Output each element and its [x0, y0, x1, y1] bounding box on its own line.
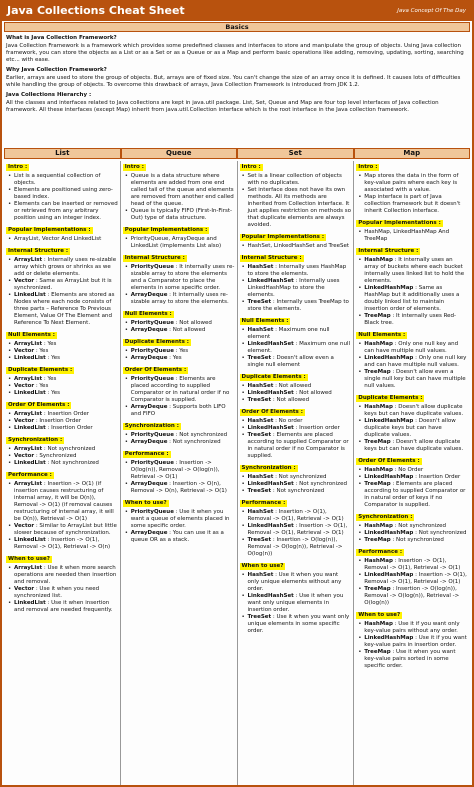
class-name: ArrayList [14, 411, 43, 417]
list-item: • LinkedList : Use it when insertion and removal are needed frequently. [7, 600, 118, 614]
list-item: • ArrayDeque : Insertion -> O(n), Removal -> O(n), Retrieval -> O(1) [124, 481, 235, 495]
list-item: • LinkedHashSet : Not allowed [241, 390, 352, 397]
section-heading: Intro : [8, 164, 28, 170]
bullet-list [124, 320, 235, 334]
title-bar [2, 2, 472, 21]
list-item: • ArrayDeque : You can use it as a queue OR as a stack. [124, 530, 235, 544]
section-heading: Null Elements : [358, 332, 406, 338]
columns [4, 161, 470, 785]
section-heading: Order Of Elements : [358, 458, 420, 464]
class-name: HashSet [247, 572, 274, 578]
list-item: • PriorityQueue : Not synchronized [124, 432, 235, 439]
list-item: • ArrayList : Use it when more search operations are needed then insertion and removal. [7, 565, 118, 586]
section-heading: Duplicate Elements : [8, 367, 73, 373]
bullet-list [241, 572, 352, 635]
list-item: • Elements can be inserted or removed or retrieved from any arbitrary position using an integer index. [7, 201, 118, 222]
section-heading: Internal Structure : [8, 248, 69, 254]
list-item: • Set interface does not have its own methods. All its methods are inherited from Collection interface. It just applies restriction on methods so that duplicate elements are always avoided. [241, 187, 352, 229]
column-list [4, 161, 121, 785]
list-item: • LinkedHashSet : Internally uses LinkedHashMap to store the elements. [241, 278, 352, 299]
list-item: • PriorityQueue : Yes [124, 348, 235, 355]
list-item: • Vector : Similar to ArrayList but little slower because of synchronization. [7, 523, 118, 537]
bullet-list [241, 327, 352, 369]
class-name: Vector [14, 383, 35, 389]
section-heading: Null Elements : [241, 318, 289, 324]
list-item: • HashSet : Not allowed [241, 383, 352, 390]
section-heading: Popular Implementations : [241, 234, 325, 240]
bullet-list [241, 264, 352, 313]
class-name: ArrayList [14, 341, 43, 347]
class-name: HashSet [247, 474, 274, 480]
class-name: ArrayList [14, 446, 43, 452]
bullet-list [241, 243, 352, 250]
list-item: • LinkedHashSet : Insertion order [241, 425, 352, 432]
class-name: HashSet [247, 383, 274, 389]
class-name: LinkedHashMap [364, 418, 414, 424]
list-item: • PriorityQueue : Elements are placed according to supplied Comparator or in natural order if no Comparator is supplied. [124, 376, 235, 404]
section-heading: Duplicate Elements : [241, 374, 306, 380]
bullet-list [7, 565, 118, 614]
list-item: • TreeSet : Insertion -> O(log(n)), Removal -> O(log(n)), Retrieval -> O(log(n)) [241, 537, 352, 558]
list-item: • Map interface is part of Java collection framework but it doesn't inherit Collection interface. [357, 194, 468, 215]
section-heading: Order Of Elements : [241, 409, 303, 415]
section-heading: Performance : [124, 451, 169, 457]
list-item: • ArrayList : Yes [7, 376, 118, 383]
class-name: PriorityQueue [130, 264, 174, 270]
list-item: • TreeMap : Doesn't allow even a single null key but can have multiple null values. [357, 369, 468, 390]
list-item: • LinkedList : Elements are stored as Nodes where each node consists of three parts – Reference To Previous Element, Value Of The Element and Reference To Next Element. [7, 292, 118, 327]
bullet-list [357, 257, 468, 327]
list-item: • HashSet : Use it when you want only unique elements without any order. [241, 572, 352, 593]
list-item: • HashSet : Internally uses HashMap to store the elements. [241, 264, 352, 278]
class-name: ArrayDeque [130, 404, 168, 410]
list-item: • LinkedHashMap : Doesn't allow duplicate keys but can have duplicate values. [357, 418, 468, 439]
list-item: • TreeMap : Insertion -> O(log(n)), Removal -> O(log(n)), Retrieval -> O(log(n)) [357, 586, 468, 607]
class-name: TreeSet [247, 355, 272, 361]
list-item: • Map stores the data in the form of key-value pairs where each key is associated with a value. [357, 173, 468, 194]
class-name: LinkedList [14, 390, 46, 396]
class-name: TreeSet [247, 397, 272, 403]
class-name: LinkedHashMap [364, 474, 414, 480]
list-item: • LinkedList : Yes [7, 355, 118, 362]
list-item: • Vector : Use it when you need synchronized list. [7, 586, 118, 600]
class-name: ArrayDeque [130, 327, 168, 333]
column-header-list: List [4, 148, 121, 159]
section-heading: Order Of Elements : [8, 402, 70, 408]
list-item: • LinkedList : Yes [7, 390, 118, 397]
bullet-list [124, 509, 235, 544]
bullet-list [357, 404, 468, 453]
section-heading: Internal Structure : [124, 255, 185, 261]
list-item: • LinkedHashSet : Use it when you want only unique elements in insertion order. [241, 593, 352, 614]
bullet-list [357, 558, 468, 607]
bullet-list [124, 432, 235, 446]
class-name: ArrayList [14, 565, 43, 571]
column-headers [4, 148, 470, 159]
list-item: • PriorityQueue : Use it when you want a queue of elements placed in some specific order. [124, 509, 235, 530]
bullet-list [357, 621, 468, 670]
section-heading: Popular Implementations : [8, 227, 91, 233]
class-name: PriorityQueue [130, 432, 174, 438]
list-item: • TreeSet : Not allowed [241, 397, 352, 404]
basics-header: Basics [4, 22, 470, 32]
class-name: TreeMap [364, 586, 391, 592]
bullet-list [241, 173, 352, 229]
list-item: • List is a sequential collection of objects. [7, 173, 118, 187]
bullet-list [357, 523, 468, 544]
section-heading: Intro : [124, 164, 144, 170]
class-name: TreeMap [364, 369, 391, 375]
class-name: ArrayDeque [130, 481, 168, 487]
list-item: • HashSet, LinkedHashSet and TreeSet [241, 243, 352, 250]
section-heading: Popular Implementations : [358, 220, 441, 226]
section-heading: When to use? [358, 612, 401, 618]
class-name: PriorityQueue [130, 376, 174, 382]
answer-text: All the classes and interfaces related to Java collections are kept in java.util package. List, Set, Queue and Map are four top level interfaces of Java collection framework. All these interfaces (except Map) inherit from java.util.Collection interface which is the root interface in the Java collection framework. [6, 100, 439, 113]
column-set [238, 161, 355, 785]
bullet-list [124, 236, 235, 250]
list-item: • HashMap : Not synchronized [357, 523, 468, 530]
class-name: HashMap [364, 341, 393, 347]
list-item: • LinkedHashSet : Not synchronized [241, 481, 352, 488]
list-item: • HashMap : No Order [357, 467, 468, 474]
class-name: LinkedList [14, 537, 46, 543]
class-name: TreeSet [247, 299, 272, 305]
section-heading: Synchronization : [8, 437, 63, 443]
section-heading: Duplicate Elements : [124, 339, 189, 345]
class-name: HashMap [364, 467, 393, 473]
list-item: • HashMap : Use it if you want only key-value pairs without any order. [357, 621, 468, 635]
list-item: • TreeMap : It internally uses Red-Black tree. [357, 313, 468, 327]
bullet-list [7, 257, 118, 327]
list-item: • LinkedHashMap : Use it if you want key-value pairs in insertion order. [357, 635, 468, 649]
bullet-list [124, 348, 235, 362]
column-queue [121, 161, 238, 785]
class-name: LinkedHashSet [247, 481, 294, 487]
section-heading: Popular Implementations : [124, 227, 208, 233]
list-item: • TreeMap : Not synchronized [357, 537, 468, 544]
column-header-queue: Queue [121, 148, 238, 159]
list-item: • ArrayDeque : It internally uses re-sizable array to store the elements. [124, 292, 235, 306]
class-name: LinkedHashMap [364, 635, 414, 641]
section-heading: Performance : [8, 472, 52, 478]
class-name: TreeSet [247, 537, 272, 543]
section-heading: Synchronization : [124, 423, 179, 429]
list-item: • LinkedList : Insertion Order [7, 425, 118, 432]
list-item: • LinkedList : Insertion -> O(1), Removal -> O(1), Retrieval -> O(n) [7, 537, 118, 551]
section-heading: When to use? [8, 556, 50, 562]
list-item: • HashMap, LinkedHashMap And TreeMap [357, 229, 468, 243]
list-item: • PriorityQueue : It internally uses re-sizable array to store the elements and a Comparator to place the elements in some specific order. [124, 264, 235, 292]
list-item: • Vector : Yes [7, 348, 118, 355]
list-item: • HashMap : Insertion -> O(1), Removal -> O(1), Retrieval -> O(1) [357, 558, 468, 572]
list-item: • Vector : Insertion Order [7, 418, 118, 425]
class-name: LinkedHashSet [247, 390, 294, 396]
bullet-list [124, 460, 235, 495]
section-heading: Performance : [241, 500, 286, 506]
section-heading: Null Elements : [124, 311, 172, 317]
section-heading: Synchronization : [241, 465, 296, 471]
class-name: HashSet [247, 418, 274, 424]
list-item: • Queue is a data structure where elements are added from one end called tail of the queue and elements are removed from another end called head of the queue. [124, 173, 235, 208]
list-item: • HashSet : Maximum one null element [241, 327, 352, 341]
class-name: LinkedHashSet [247, 425, 294, 431]
class-name: ArrayDeque [130, 355, 168, 361]
section-heading: Intro : [358, 164, 378, 170]
list-item: • LinkedHashMap : Insertion -> O(1), Removal -> O(1), Retrieval -> O(1) [357, 572, 468, 586]
class-name: HashMap [364, 404, 393, 410]
list-item: • ArrayDeque : Not synchronized [124, 439, 235, 446]
class-name: PriorityQueue [130, 320, 174, 326]
class-name: LinkedList [14, 355, 46, 361]
class-name: HashMap [364, 621, 393, 627]
class-name: Vector [14, 278, 35, 284]
list-item: • TreeMap : Doesn't allow duplicate keys but can have duplicate values. [357, 439, 468, 453]
class-name: TreeMap [364, 649, 391, 655]
list-item: • TreeSet : Not synchronized [241, 488, 352, 495]
class-name: LinkedList [14, 460, 46, 466]
class-name: TreeMap [364, 537, 391, 543]
list-item: • LinkedHashMap : Insertion Order [357, 474, 468, 481]
list-item: • LinkedHashMap : Only one null key and can have multiple null values. [357, 355, 468, 369]
bullet-list [7, 236, 118, 243]
list-item: • TreeSet : Doesn't allow even a single null element [241, 355, 352, 369]
list-item: • TreeMap : Use it when you want key-value pairs sorted in some specific order. [357, 649, 468, 670]
list-item: • ArrayList : Insertion -> O(1) (if insertion causes restructuring of internal array, it will be O(n)), Removal -> O(1) (if removal causes restructuring of internal array, it will be O(n)), Retrieval -> O(1) [7, 481, 118, 523]
class-name: LinkedList [14, 600, 46, 606]
bullet-list [357, 467, 468, 509]
section-heading: Null Elements : [8, 332, 55, 338]
question-heading: Java Collections Hierarchy : [6, 92, 92, 98]
bullet-list [241, 474, 352, 495]
list-item: • LinkedHashMap : Not synchronized [357, 530, 468, 537]
section-heading: Duplicate Elements : [358, 395, 423, 401]
list-item: • Vector : Same as ArrayList but it is synchronized. [7, 278, 118, 292]
list-item: • ArrayList : Insertion Order [7, 411, 118, 418]
bullet-list [241, 418, 352, 460]
class-name: TreeSet [247, 488, 272, 494]
section-heading: Internal Structure : [241, 255, 302, 261]
class-name: LinkedHashSet [247, 593, 294, 599]
list-item: • ArrayList : Not synchronized [7, 446, 118, 453]
bullet-list [357, 341, 468, 390]
question-heading: What is Java Collection Framework? [6, 35, 117, 41]
column-header-set: Set [237, 148, 354, 159]
list-item: • Elements are positioned using zero-based index. [7, 187, 118, 201]
class-name: PriorityQueue [130, 509, 174, 515]
section-heading: Synchronization : [358, 514, 413, 520]
basics-section [6, 34, 468, 117]
class-name: Vector [14, 348, 35, 354]
section-heading: Order Of Elements : [124, 367, 187, 373]
list-item: • TreeSet : Use it when you want only unique elements in some specific order. [241, 614, 352, 635]
bullet-list [7, 481, 118, 551]
class-name: Vector [14, 418, 35, 424]
section-heading: Internal Structure : [358, 248, 419, 254]
class-name: TreeMap [364, 481, 391, 487]
bullet-list [7, 411, 118, 432]
section-heading: Intro : [241, 164, 261, 170]
section-heading: When to use? [241, 563, 284, 569]
class-name: TreeMap [364, 439, 391, 445]
bullet-list [7, 341, 118, 362]
class-name: HashSet [247, 509, 274, 515]
answer-text: Java Collection Framework is a framework which provides some predefined classes and interfaces to store and manipulate the group of objects. Using Java collection framework, you can store the objects as a List or as a Set or as a Queue or as a Map and perform basic operations like adding, removing, updating, sorting, searching etc... with ease. [6, 43, 464, 63]
list-item: • LinkedHashSet : Insertion -> O(1), Removal -> O(1), Retrieval -> O(1) [241, 523, 352, 537]
bullet-list [124, 264, 235, 306]
class-name: LinkedHashMap [364, 572, 414, 578]
class-name: Vector [14, 586, 35, 592]
list-item: • LinkedHashSet : Maximum one null element. [241, 341, 352, 355]
list-item: • Queue is typically FIFO (First-In-First-Out) type of data structure. [124, 208, 235, 222]
list-item: • Vector : Yes [7, 383, 118, 390]
class-name: Vector [14, 453, 35, 459]
class-name: HashSet [247, 264, 274, 270]
class-name: LinkedList [14, 425, 46, 431]
list-item: • ArrayDeque : Yes [124, 355, 235, 362]
section-heading: Performance : [358, 549, 403, 555]
list-item: • PriorityQueue, ArrayDeque and LinkedList (implements List also) [124, 236, 235, 250]
list-item: • ArrayDeque : Not allowed [124, 327, 235, 334]
list-item: • ArrayList : Internally uses re-sizable array which grows or shrinks as we add or delete elements. [7, 257, 118, 278]
bullet-list [124, 376, 235, 418]
list-item: • LinkedHashMap : Same as HashMap but it additionally uses a doubly linked list to maintain insertion order of elements. [357, 285, 468, 313]
class-name: PriorityQueue [130, 460, 174, 466]
class-name: HashSet [247, 327, 274, 333]
site-name: Java Concept Of The Day [397, 8, 466, 14]
list-item: • Set is a linear collection of objects with no duplicates. [241, 173, 352, 187]
list-item: • TreeMap : Elements are placed according to supplied Comparator or in natural order of keys if no Comparator is supplied. [357, 481, 468, 509]
list-item: • HashSet : No order [241, 418, 352, 425]
class-name: ArrayDeque [130, 292, 168, 298]
list-item: • LinkedList : Not synchronized [7, 460, 118, 467]
list-item: • PriorityQueue : Not allowed [124, 320, 235, 327]
class-name: LinkedHashSet [247, 341, 294, 347]
class-name: LinkedHashSet [247, 278, 294, 284]
list-item: • HashMap : Only one null key and can have multiple null values. [357, 341, 468, 355]
answer-text: Earlier, arrays are used to store the group of objects. But, arrays are of fixed size. You can't change the size of an array once it is defined. It causes lots of difficulties while handling the group of objects. To overcome this drawback of arrays, Java Collection Framework is introduced from JDK 1.2. [6, 75, 461, 88]
class-name: LinkedHashMap [364, 355, 414, 361]
class-name: LinkedHashMap [364, 285, 414, 291]
class-name: PriorityQueue [130, 348, 174, 354]
class-name: HashMap [364, 257, 393, 263]
list-item: • Vector : Synchronized [7, 453, 118, 460]
class-name: HashMap [364, 523, 393, 529]
class-name: LinkedHashMap [364, 530, 414, 536]
class-name: HashMap [364, 558, 393, 564]
class-name: ArrayDeque [130, 439, 168, 445]
class-name: TreeSet [247, 432, 272, 438]
class-name: ArrayDeque [130, 530, 168, 536]
list-item: • TreeSet : Internally uses TreeMap to store the elements. [241, 299, 352, 313]
class-name: LinkedHashSet [247, 523, 294, 529]
section-heading: When to use? [124, 500, 167, 506]
bullet-list [7, 376, 118, 397]
list-item: • HashMap : It internally uses an array of buckets where each bucket internally uses linked list to hold the elements. [357, 257, 468, 285]
class-name: ArrayList [14, 257, 43, 263]
list-item: • ArrayDeque : Supports both LIFO and FIFO [124, 404, 235, 418]
class-name: Vector [14, 523, 35, 529]
class-name: ArrayList [14, 376, 43, 382]
bullet-list [241, 383, 352, 404]
class-name: LinkedList [14, 292, 46, 298]
class-name: ArrayList [14, 481, 43, 487]
list-item: • ArrayList : Yes [7, 341, 118, 348]
list-item: • HashSet : Insertion -> O(1), Removal -> O(1), Retrieval -> O(1) [241, 509, 352, 523]
bullet-list [7, 446, 118, 467]
column-map [354, 161, 470, 785]
bullet-list [7, 173, 118, 222]
question-heading: Why Java Collection Framework? [6, 67, 107, 73]
column-header-map: Map [354, 148, 471, 159]
bullet-list [357, 229, 468, 243]
list-item: • TreeSet : Elements are placed according to supplied Comparator or in natural order if no Comparator is supplied. [241, 432, 352, 460]
class-name: TreeSet [247, 614, 272, 620]
list-item: • ArrayList, Vector And LinkedList [7, 236, 118, 243]
list-item: • HashSet : Not synchronized [241, 474, 352, 481]
list-item: • HashMap : Doesn't allow duplicate keys but can have duplicate values. [357, 404, 468, 418]
bullet-list [241, 509, 352, 558]
page-title: Java Collections Cheat Sheet [7, 4, 185, 17]
list-item: • PriorityQueue : Insertion -> O(log(n)), Removal -> O(log(n)), Retrieval -> O(1) [124, 460, 235, 481]
bullet-list [124, 173, 235, 222]
class-name: TreeMap [364, 313, 391, 319]
bullet-list [357, 173, 468, 215]
